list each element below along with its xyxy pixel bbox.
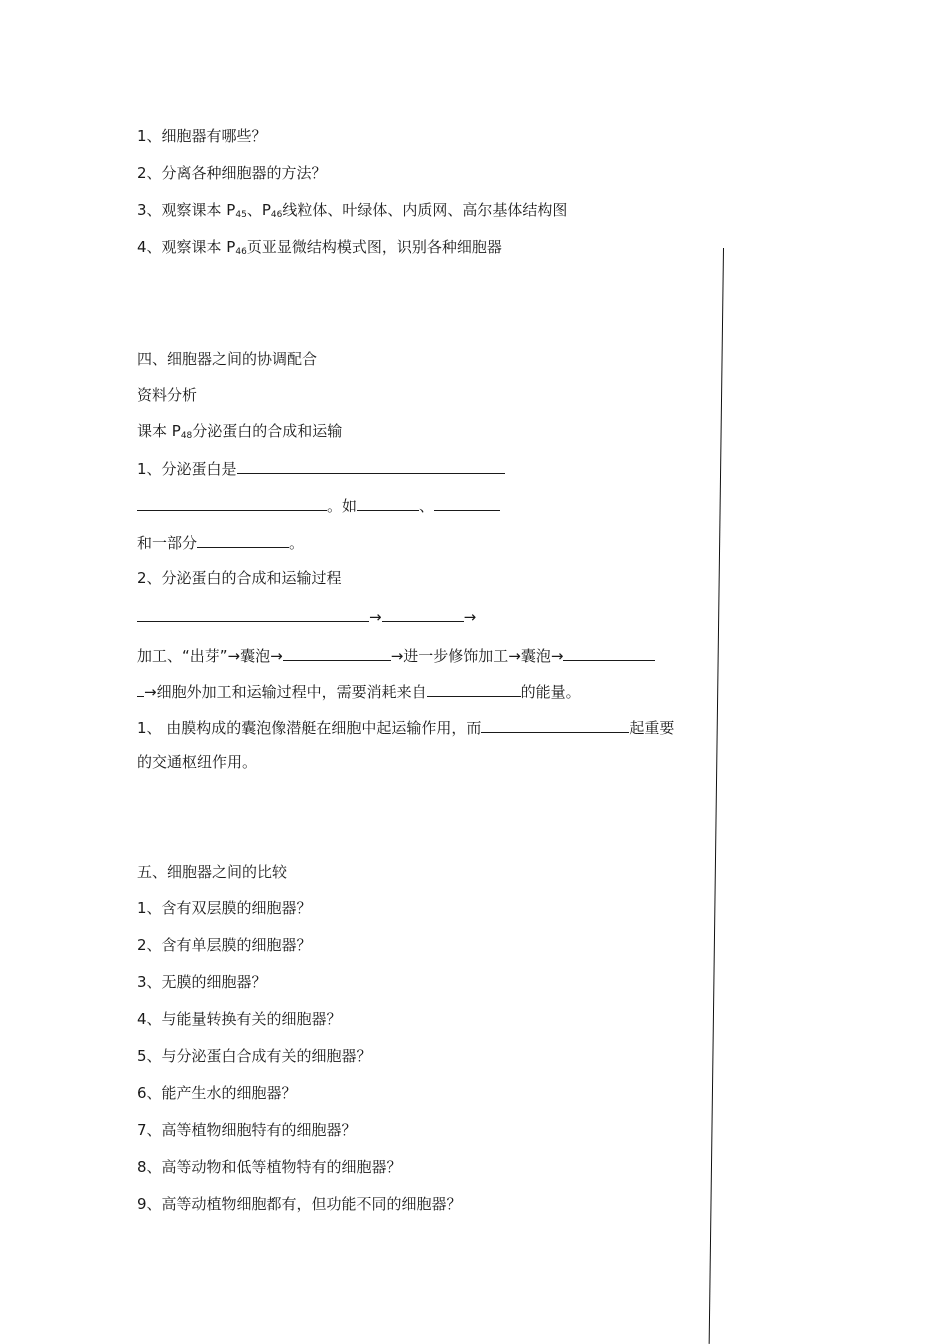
section-subheading: 资料分析 (137, 386, 198, 404)
compare-question: 4、与能量转换有关的细胞器？ (137, 1010, 342, 1028)
text: 和一部分 (137, 534, 198, 552)
question-organelles: 1、细胞器有哪些？ (137, 127, 267, 145)
textbook-reference (137, 421, 342, 446)
compare-question: 2、含有单层膜的细胞器？ (137, 936, 312, 954)
answer-blank[interactable] (137, 605, 369, 622)
arrow: → (369, 608, 382, 626)
compare-question: 7、高等植物细胞特有的细胞器？ (137, 1121, 357, 1139)
fill-item-2: 2、分泌蛋白的合成和运输过程 (137, 569, 342, 587)
text: 、 (419, 497, 435, 515)
page-sub: 46 (270, 210, 283, 220)
text: 分泌蛋白的合成和运输 (192, 422, 343, 440)
section-heading: 四、细胞器之间的协调配合 (137, 350, 318, 368)
text: 1、 由膜构成的囊泡像潜艇在细胞中起运输作用，而 (137, 719, 482, 737)
answer-blank[interactable] (481, 716, 629, 733)
text: 1、分泌蛋白是 (137, 460, 237, 478)
section-heading: 五、细胞器之间的比较 (137, 863, 288, 881)
fill-item-1c (137, 531, 304, 553)
question-separation: 2、分离各种细胞器的方法？ (137, 164, 327, 182)
text: 。 (289, 534, 305, 552)
margin-rule (709, 248, 724, 1344)
question-observe-model (137, 237, 502, 262)
answer-blank[interactable] (137, 494, 327, 511)
compare-question: 1、含有双层膜的细胞器？ (137, 899, 312, 917)
fill-item-3 (137, 716, 674, 738)
page-sub: 46 (235, 247, 247, 257)
compare-question: 3、无膜的细胞器？ (137, 973, 267, 991)
compare-question: 8、高等动物和低等植物特有的细胞器？ (137, 1158, 402, 1176)
text: 。如 (327, 497, 358, 515)
text: 的能量。 (520, 683, 581, 701)
text: 、P (246, 201, 271, 219)
arrow: → (463, 608, 477, 626)
fill-item-1b (137, 494, 500, 516)
fill-item-1a (137, 457, 505, 479)
compare-question: 9、高等动植物细胞都有，但功能不同的细胞器？ (137, 1195, 462, 1213)
answer-blank[interactable] (237, 457, 505, 474)
text: 课本 P (137, 422, 181, 440)
text: 页亚显微结构模式图，识别各种细胞器 (246, 238, 502, 256)
text: 起重要 (629, 719, 675, 737)
text: →进一步修饰加工→囊泡→ (390, 647, 564, 665)
process-flow-2 (137, 644, 655, 666)
text: 3、观察课本 P (137, 201, 236, 219)
process-flow-3 (137, 680, 581, 702)
answer-blank[interactable] (563, 644, 655, 661)
compare-question: 6、能产生水的细胞器？ (137, 1084, 297, 1102)
answer-blank[interactable] (357, 494, 419, 511)
text: →细胞外加工和运输过程中，需要消耗来自 (144, 683, 427, 701)
question-observe-structures (137, 200, 567, 225)
fill-item-3-cont: 的交通枢纽作用。 (137, 753, 258, 771)
compare-question: 5、与分泌蛋白合成有关的细胞器？ (137, 1047, 372, 1065)
answer-blank[interactable] (382, 605, 464, 622)
answer-blank[interactable] (283, 644, 391, 661)
text: 线粒体、叶绿体、内质网、高尔基体结构图 (282, 201, 568, 219)
answer-blank[interactable] (137, 680, 144, 697)
page-sub: 45 (235, 210, 247, 220)
process-flow-1 (137, 605, 476, 627)
text: 加工、“出芽”→囊泡→ (137, 647, 283, 665)
answer-blank[interactable] (427, 680, 521, 697)
answer-blank[interactable] (197, 531, 289, 548)
page-sub: 48 (180, 431, 193, 441)
text: 4、观察课本 P (137, 238, 236, 256)
answer-blank[interactable] (434, 494, 500, 511)
